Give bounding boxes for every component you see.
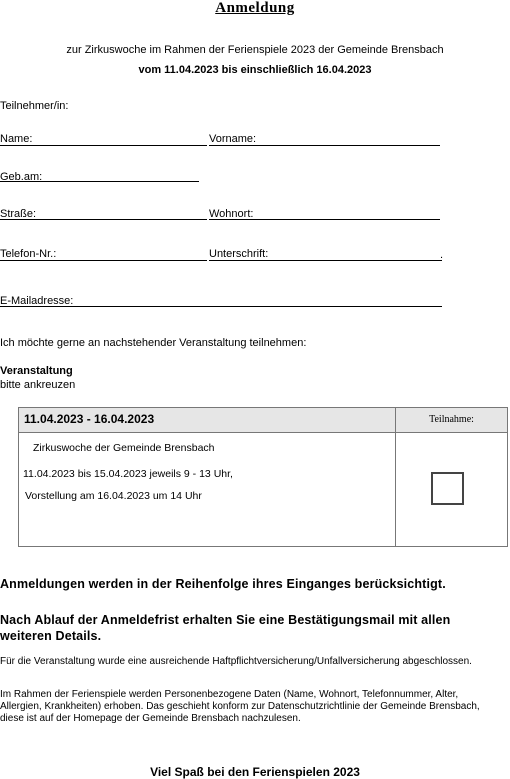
teilnahme-checkbox[interactable] xyxy=(431,472,464,505)
street-label: Straße: xyxy=(0,208,37,220)
intro-text: Ich möchte gerne an nachstehender Veranstaltung teilnehmen: xyxy=(0,337,307,349)
veranstaltung-heading: Veranstaltung xyxy=(0,365,73,377)
participant-label: Teilnehmer/in: xyxy=(0,100,69,112)
subtitle-event-context: zur Zirkuswoche im Rahmen der Ferienspiele 2023 der Gemeinde Brensbach xyxy=(66,44,444,56)
signature-trailing-dot: . xyxy=(440,249,444,261)
birthdate-label: Geb.am: xyxy=(0,171,43,183)
notice-registration-order: Anmeldungen werden in der Reihenfolge ihres Einganges berücksichtigt. xyxy=(0,577,446,591)
phone-label: Telefon-Nr.: xyxy=(0,248,57,260)
wohnort-field[interactable] xyxy=(209,219,440,220)
event-times: 11.04.2023 bis 15.04.2023 jeweils 9 - 13 Uhr, xyxy=(23,468,233,480)
wohnort-label: Wohnort: xyxy=(209,208,254,220)
event-table-divider xyxy=(395,408,396,546)
insurance-text: Für die Veranstaltung wurde eine ausreichende Haftpflichtversicherung/Unfallversicherung abgeschlossen. xyxy=(0,656,472,667)
notice-confirmation-mail: Nach Ablauf der Anmeldefrist erhalten Sie eine Bestätigungsmail mit allen weiteren Details. xyxy=(0,613,451,643)
email-field[interactable] xyxy=(0,306,442,307)
event-show: Vorstellung am 16.04.2023 um 14 Uhr xyxy=(25,490,202,502)
birthdate-field[interactable] xyxy=(0,181,199,182)
email-label: E-Mailadresse: xyxy=(0,295,74,307)
veranstaltung-hint: bitte ankreuzen xyxy=(0,379,76,391)
privacy-text: Im Rahmen der Ferienspiele werden Personenbezogene Daten (Name, Wohnort, Telefonnummer, Alter, Allergien, Krankheiten) erhoben. Das geschieht konform zur Datenschutzrichtlinie der Gemeinde Brensbach, diese ist auf der Homepage der Gemeinde Brensbach nachzulesen. xyxy=(0,689,480,724)
document-title: Anmeldung xyxy=(215,0,295,16)
event-table xyxy=(18,407,508,547)
subtitle-date-range: vom 11.04.2023 bis einschließlich 16.04.2023 xyxy=(138,64,372,76)
phone-field[interactable] xyxy=(0,260,207,261)
vorname-field[interactable] xyxy=(209,145,440,146)
vorname-label: Vorname: xyxy=(209,133,257,145)
signature-field[interactable] xyxy=(209,260,442,261)
signature-label: Unterschrift: xyxy=(209,248,269,260)
name-label: Name: xyxy=(0,133,33,145)
name-field[interactable] xyxy=(0,145,207,146)
event-date-header: 11.04.2023 - 16.04.2023 xyxy=(24,412,155,426)
street-field[interactable] xyxy=(0,219,207,220)
event-name: Zirkuswoche der Gemeinde Brensbach xyxy=(33,442,215,454)
teilnahme-header: Teilnahme: xyxy=(429,414,474,425)
closing-text: Viel Spaß bei den Ferienspielen 2023 xyxy=(150,765,360,779)
